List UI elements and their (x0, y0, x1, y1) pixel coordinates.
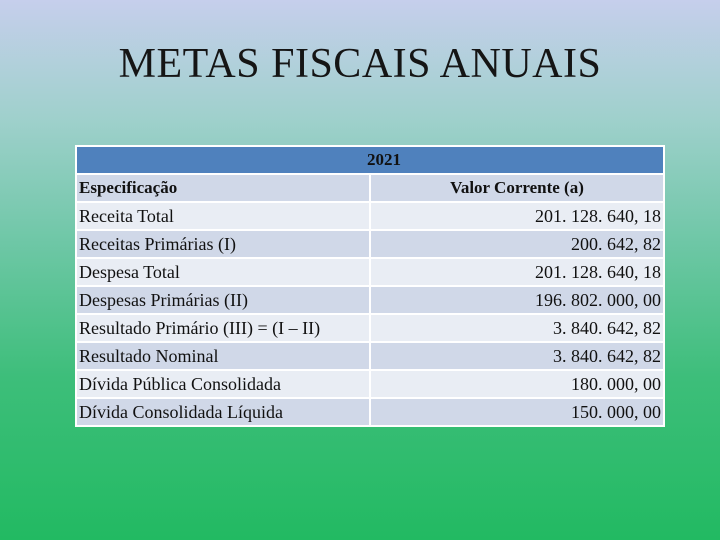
table-row (76, 230, 664, 258)
year-header-row (76, 146, 664, 174)
row-value: 196. 802. 000, 00 (370, 286, 664, 314)
row-label: Receita Total (76, 202, 370, 230)
row-value: 200. 642, 82 (370, 230, 664, 258)
row-label: Resultado Nominal (76, 342, 370, 370)
year-header: 2021 (76, 146, 664, 174)
row-label: Despesa Total (76, 258, 370, 286)
page-title: METAS FISCAIS ANUAIS (118, 41, 602, 87)
column-header-row (76, 174, 664, 202)
table-row (76, 342, 664, 370)
table-row (76, 314, 664, 342)
row-value: 180. 000, 00 (370, 370, 664, 398)
row-value: 201. 128. 640, 18 (370, 258, 664, 286)
row-label: Despesas Primárias (II) (76, 286, 370, 314)
row-value: 3. 840. 642, 82 (370, 342, 664, 370)
row-value: 3. 840. 642, 82 (370, 314, 664, 342)
row-label: Receitas Primárias (I) (76, 230, 370, 258)
table-row (76, 202, 664, 230)
table-row (76, 258, 664, 286)
table-row (76, 398, 664, 426)
table-row (76, 286, 664, 314)
table-row (76, 370, 664, 398)
row-label: Resultado Primário (III) = (I – II) (76, 314, 370, 342)
row-value: 201. 128. 640, 18 (370, 202, 664, 230)
row-label: Dívida Pública Consolidada (76, 370, 370, 398)
fiscal-goals-table (75, 145, 665, 427)
column-header-spec: Especificação (76, 174, 370, 202)
column-header-value: Valor Corrente (a) (370, 174, 664, 202)
row-label: Dívida Consolidada Líquida (76, 398, 370, 426)
row-value: 150. 000, 00 (370, 398, 664, 426)
